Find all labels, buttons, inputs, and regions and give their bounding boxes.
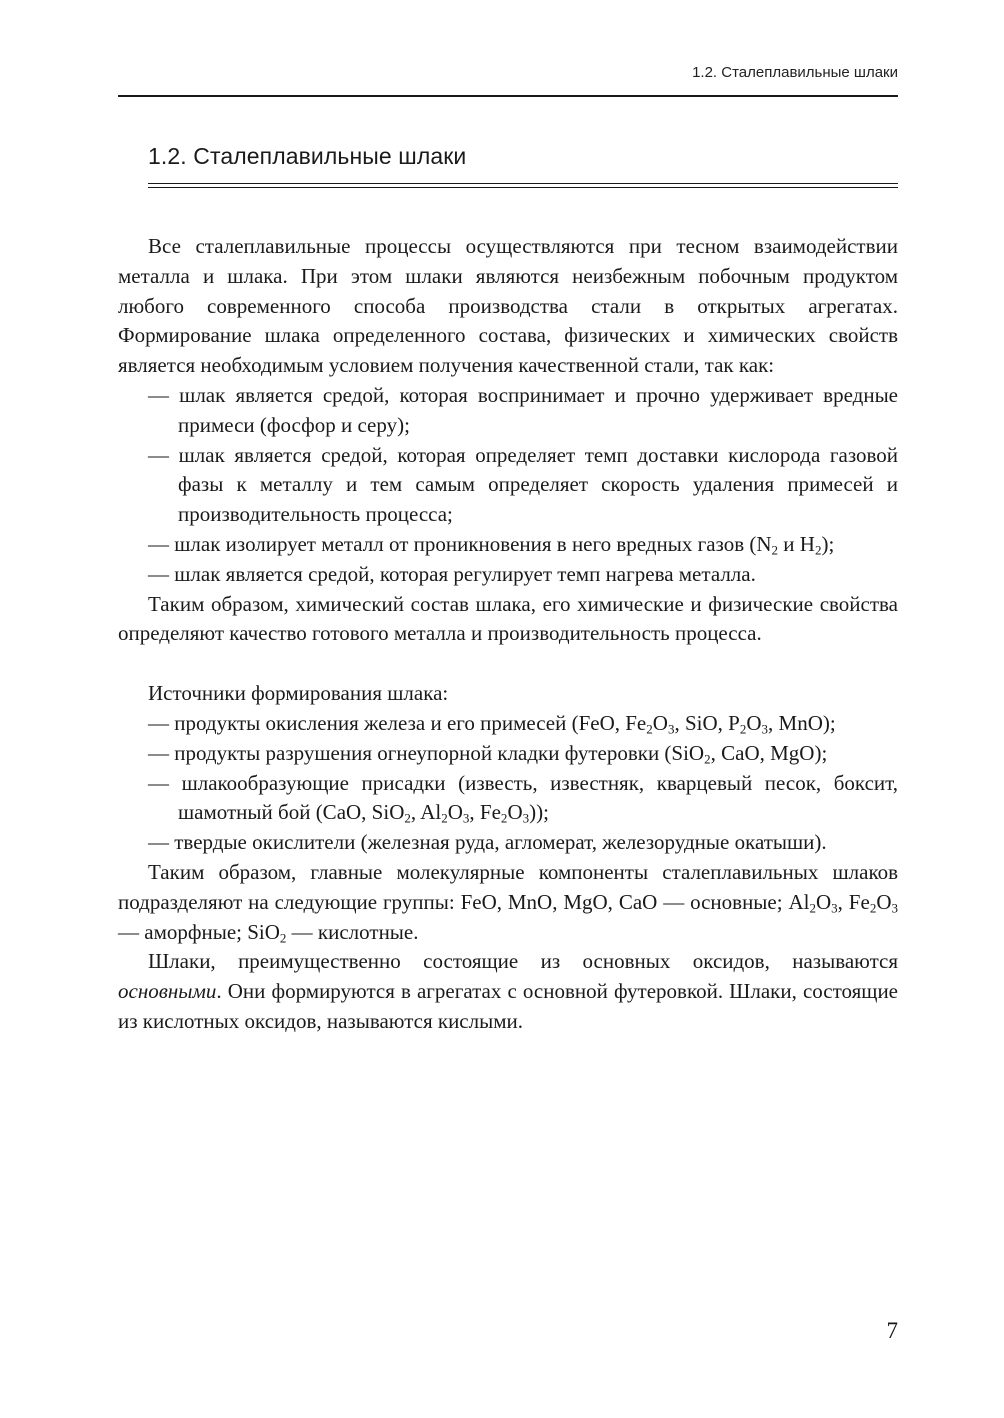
emphasis: основными [118,979,217,1004]
running-head: 1.2. Сталеплавильные шлаки [692,64,898,81]
list-item: — шлак является средой, которая регулирует темп нагрева металла. [148,561,756,586]
paragraph-gap [118,649,898,679]
list-item: — продукты окисления железа и его примесей (FeO, $Fe_2O_3$, SiO, $P_2O_3$, MnO); [148,710,836,737]
list-item: — шлакообразующие присадки (известь, известняк, кварцевый песок, боксит, шамотный бой (CaO, SiO$_2$, $Al_2O_3$, $Fe_2O_3$)); [148,770,898,826]
list-item: — шлак является средой, которая определяет темп доставки кислорода газовой фазы к металлу и тем самым определяет скорость удаления примесей и производительность процесса; [148,442,898,527]
list-item: — шлак является средой, которая воспринимает и прочно удерживает вредные примеси (фосфор и серу); [148,382,898,437]
list-item: — твердые окислители (железная руда, агломерат, железорудные окатыши). [148,830,827,855]
page-number: 7 [886,1318,898,1343]
intro-paragraph: Все сталеплавильные процессы осуществляются при тесном взаимодействии металла и шлака. При этом шлаки являются неизбежным побочным продуктом любого современного способа производства стали в открытых агрегатах. Формирование шлака определенного состава, физических и химических свойств является необходимым условием получения качественной стали, так как: [118,234,898,378]
sources-heading: Источники формирования шлака: [148,681,449,706]
final-paragraph: Шлаки, преимущественно состоящие из основных оксидов, называются основными. Они формируются в агрегатах с основной футеровкой. Шлаки, состоящие из кислотных оксидов, называются кислыми. [118,949,898,1033]
groups-paragraph: Таким образом, главные молекулярные компоненты сталеплавильных шлаков подразделяют на следующие группы: FeO, MnO, MgO, CaO — основные; $Al_2O_3$, $Fe_2O_3$ — аморфные; SiO$_2$ — кислотные. [118,859,899,945]
list-item: — шлак изолирует металл от проникновения в него вредных газов ($N_2$ и $H_2$); [148,531,835,558]
conclusion-paragraph: Таким образом, химический состав шлака, его химические и физические свойства определяют качество готового металла и производительность процесса. [118,591,898,646]
body-text [118,232,898,1037]
list-item: — продукты разрушения огнеупорной кладки футеровки (SiO$_2$, CaO, MgO); [148,740,828,766]
header-rule [118,95,898,97]
section-title: 1.2. Сталеплавильные шлаки [148,143,467,169]
title-double-rule [148,183,898,188]
